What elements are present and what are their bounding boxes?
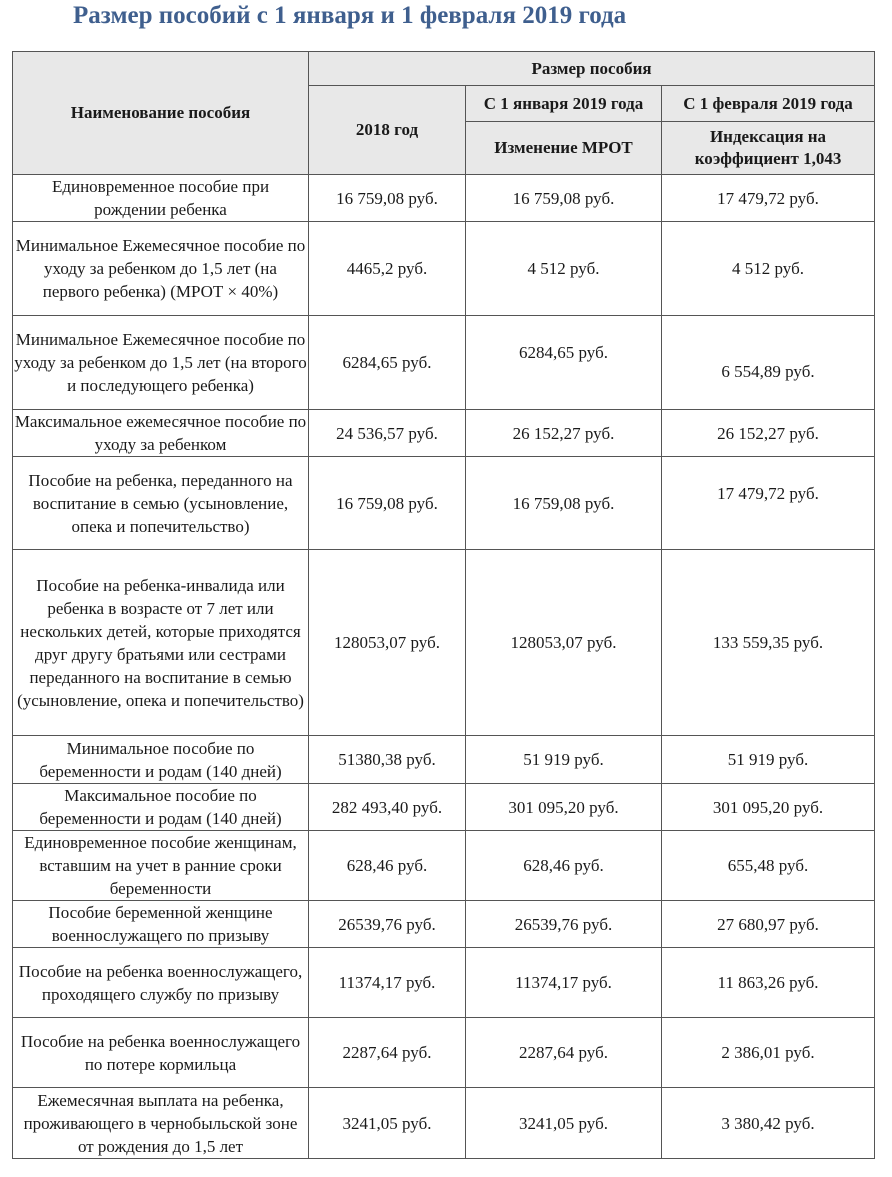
amount-2018: 51380,38 руб. xyxy=(309,736,466,784)
benefit-name: Пособие на ребенка военнослужащего, проходящего службу по призыву xyxy=(13,948,309,1018)
amount-feb-2019-value: 6 554,89 руб. xyxy=(721,362,815,381)
amount-2018: 128053,07 руб. xyxy=(309,550,466,736)
amount-feb-2019: 133 559,35 руб. xyxy=(662,550,875,736)
amount-2018: 11374,17 руб. xyxy=(309,948,466,1018)
amount-feb-2019: 655,48 руб. xyxy=(662,831,875,901)
table-row xyxy=(13,948,875,1018)
amount-2018: 628,46 руб. xyxy=(309,831,466,901)
benefit-name: Минимальное Ежемесячное пособие по уходу за ребенком до 1,5 лет (на первого ребенка) (МРОТ × 40%) xyxy=(13,222,309,316)
benefit-name: Единовременное пособие при рождении ребенка xyxy=(13,175,309,222)
benefit-name: Единовременное пособие женщинам, вставшим на учет в ранние сроки беременности xyxy=(13,831,309,901)
benefit-name: Максимальное ежемесячное пособие по уходу за ребенком xyxy=(13,410,309,457)
amount-jan-2019 xyxy=(466,316,662,410)
benefit-name: Пособие на ребенка, переданного на воспитание в семью (усыновление, опека и попечительство) xyxy=(13,457,309,550)
amount-feb-2019: 2 386,01 руб. xyxy=(662,1018,875,1088)
benefit-name: Ежемесячная выплата на ребенка, проживающего в чернобыльской зоне от рождения до 1,5 лет xyxy=(13,1088,309,1159)
benefit-name: Максимальное пособие по беременности и родам (140 дней) xyxy=(13,784,309,831)
amount-feb-2019: 51 919 руб. xyxy=(662,736,875,784)
header-jan-note: Изменение МРОТ xyxy=(466,122,662,175)
table-row xyxy=(13,410,875,457)
benefit-name: Пособие беременной женщине военнослужащего по призыву xyxy=(13,901,309,948)
header-feb-2019: С 1 февраля 2019 года xyxy=(662,86,875,122)
amount-2018: 282 493,40 руб. xyxy=(309,784,466,831)
amount-jan-2019: 628,46 руб. xyxy=(466,831,662,901)
benefit-name: Минимальное пособие по беременности и родам (140 дней) xyxy=(13,736,309,784)
amount-jan-2019: 26 152,27 руб. xyxy=(466,410,662,457)
amount-feb-2019: 11 863,26 руб. xyxy=(662,948,875,1018)
amount-jan-2019: 301 095,20 руб. xyxy=(466,784,662,831)
amount-2018: 26539,76 руб. xyxy=(309,901,466,948)
amount-jan-2019: 51 919 руб. xyxy=(466,736,662,784)
amount-feb-2019 xyxy=(662,457,875,550)
table-row xyxy=(13,1018,875,1088)
benefit-name: Пособие на ребенка-инвалида или ребенка в возрасте от 7 лет или нескольких детей, которые приходятся друг другу братьями или сестрами переданного на воспитание в семью (усыновление, опека и попечительство) xyxy=(13,550,309,736)
amount-jan-2019: 16 759,08 руб. xyxy=(466,175,662,222)
amount-jan-2019: 2287,64 руб. xyxy=(466,1018,662,1088)
amount-feb-2019: 17 479,72 руб. xyxy=(662,175,875,222)
amount-feb-2019: 3 380,42 руб. xyxy=(662,1088,875,1159)
amount-2018: 16 759,08 руб. xyxy=(309,175,466,222)
amount-feb-2019-value: 17 479,72 руб. xyxy=(717,483,819,503)
amount-feb-2019: 301 095,20 руб. xyxy=(662,784,875,831)
amount-2018: 6284,65 руб. xyxy=(309,316,466,410)
amount-jan-2019: 16 759,08 руб. xyxy=(466,457,662,550)
page-title: Размер пособий с 1 января и 1 февраля 2019 года xyxy=(73,2,627,29)
amount-2018: 16 759,08 руб. xyxy=(309,457,466,550)
amount-jan-2019: 3241,05 руб. xyxy=(466,1088,662,1159)
table-row xyxy=(13,736,875,784)
table-header xyxy=(13,52,875,175)
amount-feb-2019: 26 152,27 руб. xyxy=(662,410,875,457)
amount-jan-2019: 26539,76 руб. xyxy=(466,901,662,948)
amount-2018: 24 536,57 руб. xyxy=(309,410,466,457)
amount-jan-2019: 128053,07 руб. xyxy=(466,550,662,736)
table-row xyxy=(13,457,875,550)
header-benefit-amount: Размер пособия xyxy=(309,52,875,86)
amount-2018: 4465,2 руб. xyxy=(309,222,466,316)
header-benefit-name: Наименование пособия xyxy=(13,52,309,175)
amount-feb-2019: 4 512 руб. xyxy=(662,222,875,316)
amount-jan-2019-value: 6284,65 руб. xyxy=(519,343,608,362)
table-row xyxy=(13,901,875,948)
table-row xyxy=(13,784,875,831)
amount-feb-2019 xyxy=(662,316,875,410)
amount-feb-2019: 27 680,97 руб. xyxy=(662,901,875,948)
table-row xyxy=(13,550,875,736)
header-year-2018: 2018 год xyxy=(309,86,466,175)
header-jan-2019: С 1 января 2019 года xyxy=(466,86,662,122)
table-row xyxy=(13,831,875,901)
amount-2018: 2287,64 руб. xyxy=(309,1018,466,1088)
benefit-name: Минимальное Ежемесячное пособие по уходу за ребенком до 1,5 лет (на второго и последующего ребенка) xyxy=(13,316,309,410)
header-feb-note: Индексация на коэффициент 1,043 xyxy=(662,122,875,175)
table-row xyxy=(13,222,875,316)
benefit-name: Пособие на ребенка военнослужащего по потере кормильца xyxy=(13,1018,309,1088)
benefits-table xyxy=(12,51,875,1159)
table-row xyxy=(13,175,875,222)
table-row xyxy=(13,1088,875,1159)
amount-jan-2019: 11374,17 руб. xyxy=(466,948,662,1018)
amount-jan-2019: 4 512 руб. xyxy=(466,222,662,316)
amount-2018: 3241,05 руб. xyxy=(309,1088,466,1159)
table-row xyxy=(13,316,875,410)
